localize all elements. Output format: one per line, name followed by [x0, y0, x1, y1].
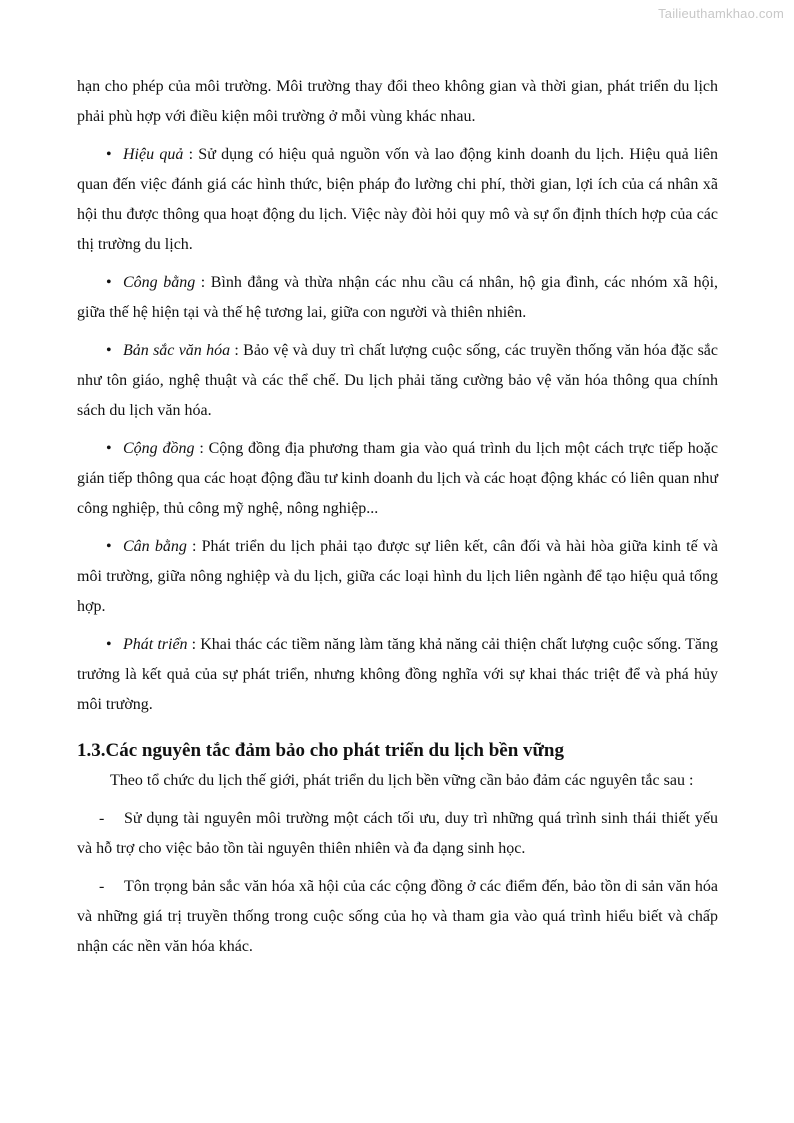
bullet-item-ban-sac-van-hoa — [77, 336, 718, 426]
bullet-icon: • — [106, 146, 112, 163]
bullet-item-phat-trien — [77, 630, 718, 720]
bullet-text: : Cộng đồng địa phương tham gia vào quá trình du lịch một cách trực tiếp hoặc gián tiếp thông qua các hoạt động đầu tư kinh doanh du lịch và các hoạt động khác có liên quan như công nghiệp, thủ công mỹ nghệ, nông nghiệp... — [77, 440, 719, 517]
bullet-term: Phát triển — [123, 636, 188, 653]
section-intro: Theo tổ chức du lịch thế giới, phát triển du lịch bền vững cần bảo đảm các nguyên tắc sau : — [110, 772, 694, 789]
bullet-text: : Khai thác các tiềm năng làm tăng khả năng cải thiện chất lượng cuộc sống. Tăng trưởng là kết quả của sự phát triển, nhưng không đồng nghĩa với sự khai thác triệt để và phá hủy môi trường. — [77, 636, 718, 713]
principle-item — [77, 804, 718, 864]
bullet-text: : Bình đẳng và thừa nhận các nhu cầu cá nhân, hộ gia đình, các nhóm xã hội, giữa thế hệ hiện tại và thế hệ tương lai, giữa con người và thiên nhiên. — [77, 274, 719, 321]
dash-icon: - — [99, 810, 105, 827]
principle-text: Sử dụng tài nguyên môi trường một cách tối ưu, duy trì những quá trình sinh thái thiết yếu và hỗ trợ cho việc bảo tồn tài nguyên thiên nhiên và đa dạng sinh học. — [77, 810, 718, 857]
principle-text: Tôn trọng bản sắc văn hóa xã hội của các cộng đồng ở các điểm đến, bảo tồn di sản văn hóa và những giá trị truyền thống trong cuộc sống của họ và tham gia vào quá trình hiểu biết và chấp nhận các nền văn hóa khác. — [77, 878, 718, 955]
document-body — [77, 72, 718, 962]
section-heading: 1.3.Các nguyên tắc đảm bảo cho phát triển du lịch bền vững — [77, 740, 564, 761]
bullet-icon: • — [106, 342, 112, 359]
bullet-text: : Phát triển du lịch phải tạo được sự liên kết, cân đối và hài hòa giữa kinh tế và môi trường, giữa nông nghiệp và du lịch, giữa các loại hình du lịch liên ngành để tạo hiệu quả tổng hợp. — [77, 538, 719, 615]
bullet-term: Hiệu quả — [123, 146, 184, 163]
bullet-icon: • — [106, 274, 112, 291]
bullet-term: Công bằng — [123, 274, 196, 291]
bullet-text: : Sử dụng có hiệu quả nguồn vốn và lao động kinh doanh du lịch. Hiệu quả liên quan đến việc đánh giá các hình thức, biện pháp đo lường chi phí, thời gian, lợi ích của cá nhân xã hội thu được thông qua hoạt động du lịch. Việc này đòi hỏi quy mô và sự ổn định thích hợp của các thị trường du lịch. — [77, 146, 718, 253]
intro-paragraph: hạn cho phép của môi trường. Môi trường thay đổi theo không gian và thời gian, phát triển du lịch phải phù hợp với điều kiện môi trường ở mỗi vùng khác nhau. — [77, 78, 718, 125]
bullet-item-can-bang — [77, 532, 718, 622]
bullet-term: Bản sắc văn hóa — [123, 342, 231, 359]
dash-icon: - — [99, 878, 105, 895]
watermark: Tailieuthamkhao.com — [658, 6, 784, 21]
principle-item — [77, 872, 718, 962]
bullet-icon: • — [106, 636, 112, 653]
bullet-text: : Bảo vệ và duy trì chất lượng cuộc sống, các truyền thống văn hóa đặc sắc như tôn giáo, nghệ thuật và các thể chế. Du lịch phải tăng cường bảo vệ văn hóa thông qua chính sách du lịch văn hóa. — [77, 342, 718, 419]
bullet-item-cong-bang — [77, 268, 718, 328]
bullet-icon: • — [106, 440, 112, 457]
bullet-term: Cộng đồng — [123, 440, 195, 457]
bullet-term: Cân bằng — [123, 538, 187, 555]
bullet-item-hieu-qua — [77, 140, 718, 260]
bullet-icon: • — [106, 538, 112, 555]
bullet-item-cong-dong — [77, 434, 718, 524]
